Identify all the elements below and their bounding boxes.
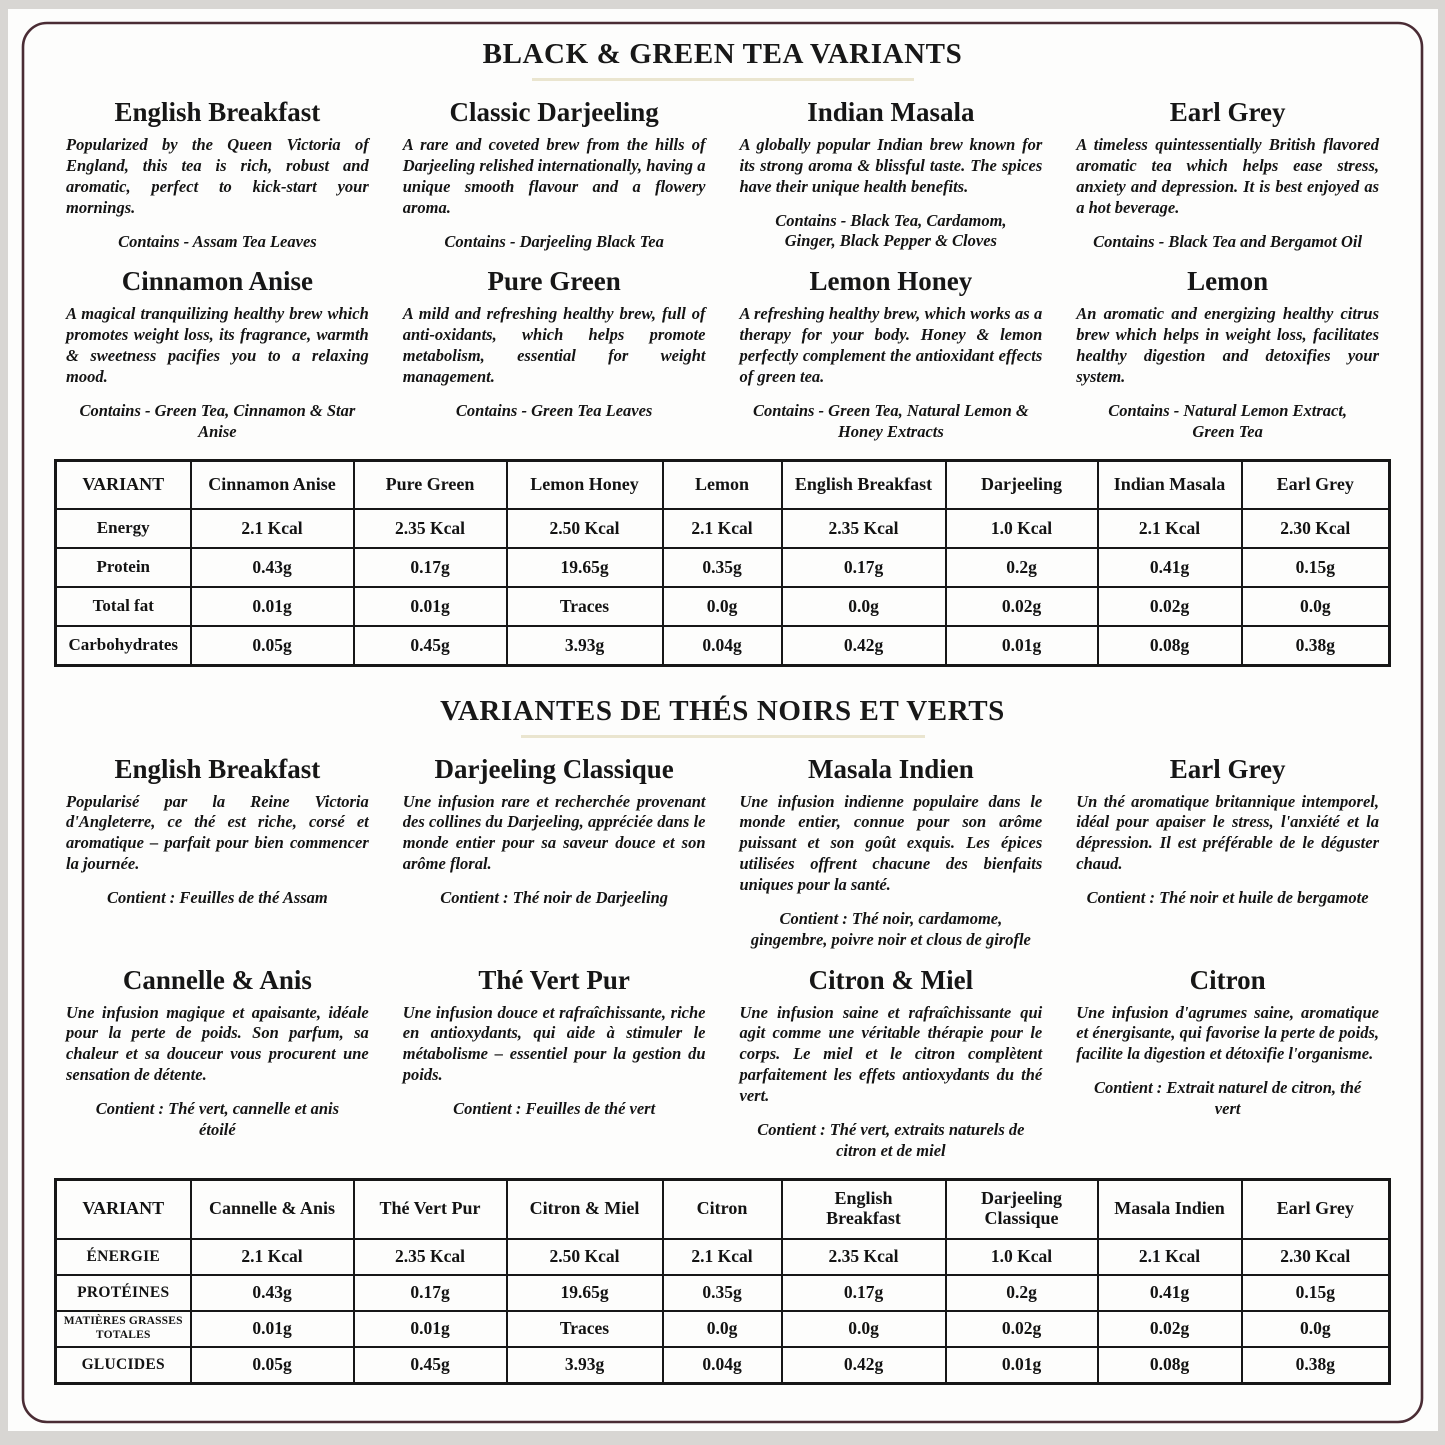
- table-row-total-fat: [56, 587, 1390, 626]
- table-value-cell: 0.0g: [782, 1311, 946, 1347]
- table-value-cell: 0.01g: [354, 587, 507, 626]
- table-value-cell: 19.65g: [507, 548, 663, 587]
- table-value-cell: 0.0g: [663, 1311, 782, 1347]
- table-value-cell: 0.01g: [946, 626, 1098, 666]
- title-underline: [521, 735, 925, 738]
- table-value-cell: 0.0g: [782, 587, 946, 626]
- tea-card-indian-masala: [740, 97, 1043, 252]
- tea-description: Popularized by the Queen Victoria of England, this tea is rich, robust and aromatic, perfect to kick-start your mornings.: [66, 135, 369, 217]
- tea-card-cannelle-anis: [66, 965, 369, 1162]
- table-value-cell: 0.42g: [782, 626, 946, 666]
- table-value-cell: Traces: [507, 1311, 663, 1347]
- table-value-cell: 0.43g: [191, 548, 354, 587]
- table-header-cell: Masala Indien: [1098, 1179, 1242, 1239]
- table-value-cell: 0.08g: [1098, 626, 1242, 666]
- table-value-cell: 2.1 Kcal: [663, 509, 782, 548]
- table-value-cell: 0.0g: [663, 587, 782, 626]
- table-header-cell: Citron: [663, 1179, 782, 1239]
- table-value-cell: 0.41g: [1098, 548, 1242, 587]
- table-header-cell: Cannelle & Anis: [191, 1179, 354, 1239]
- section-title-english: BLACK & GREEN TEA VARIANTS: [482, 38, 963, 70]
- tea-name: Indian Masala: [807, 97, 975, 127]
- table-value-cell: 0.0g: [1242, 587, 1390, 626]
- table-header-cell: English Breakfast: [782, 1179, 946, 1239]
- table-header-cell: Darjeeling Classique: [946, 1179, 1098, 1239]
- table-value-cell: 2.35 Kcal: [782, 509, 946, 548]
- table-value-cell: 0.05g: [191, 626, 354, 666]
- tea-name: Citron: [1189, 964, 1266, 995]
- tea-ingredients: Contient : Extrait naturel de citron, thé vert: [1094, 1078, 1362, 1118]
- table-header-cell: Earl Grey: [1242, 1179, 1390, 1239]
- table-header-cell: Lemon Honey: [507, 460, 663, 509]
- tea-description: An aromatic and energizing healthy citrus brew which helps in weight loss, facilitates healthy digestion and detoxifies your system.: [1076, 304, 1379, 387]
- tea-ingredients: Contient : Thé noir et huile de bergamote: [1086, 888, 1369, 908]
- table-row-label: Total fat: [56, 587, 191, 626]
- nutrition-table-english: [54, 459, 1391, 667]
- tea-card-pure-green: [403, 266, 706, 442]
- table-row-label: MATIÈRES GRASSES TOTALES: [56, 1311, 191, 1347]
- tea-card-lemon-honey: [740, 266, 1043, 442]
- tea-description: Une infusion d'agrumes saine, aromatique et énergisante, qui favorise la perte de poids, facilite la digestion et détoxifie l'organisme.: [1076, 1002, 1379, 1064]
- table-value-cell: 0.01g: [191, 587, 354, 626]
- table-value-cell: 2.1 Kcal: [1098, 1239, 1242, 1275]
- tea-ingredients: Contains - Assam Tea Leaves: [118, 231, 317, 251]
- table-header-cell: English Breakfast: [782, 460, 946, 509]
- table-value-cell: 0.41g: [1098, 1275, 1242, 1311]
- tea-ingredients: Contains - Black Tea, Cardamom, Ginger, Black Pepper & Cloves: [775, 210, 1007, 251]
- tea-card-citron: [1076, 965, 1379, 1162]
- tea-ingredients: Contains - Darjeeling Black Tea: [444, 231, 664, 251]
- title-underline: [532, 78, 914, 81]
- tea-name: Earl Grey: [1169, 753, 1286, 784]
- tea-description: Une infusion saine et rafraîchissante qui agit comme une véritable thérapie pour le corps. Le miel et le citron complètent parfaitement les effets antioxydants du thé vert.: [739, 1002, 1043, 1106]
- tea-description: A timeless quintessentially British flavored aromatic tea which helps ease stress, anxiety and depression. It is best enjoyed as a hot beverage.: [1076, 135, 1379, 217]
- nutrition-table-french: [54, 1178, 1391, 1385]
- table-row-proteines: [56, 1275, 1390, 1311]
- table-value-cell: 0.17g: [782, 1275, 946, 1311]
- tea-card-earl-grey-fr: [1076, 754, 1379, 951]
- tea-card-english-breakfast: [66, 97, 369, 252]
- table-value-cell: 2.1 Kcal: [191, 509, 354, 548]
- english-tea-cards: [66, 97, 1379, 443]
- table-value-cell: 2.30 Kcal: [1242, 509, 1390, 548]
- tea-name: Earl Grey: [1169, 97, 1286, 127]
- table-value-cell: 0.2g: [946, 1275, 1098, 1311]
- table-value-cell: 0.02g: [946, 587, 1098, 626]
- table-value-cell: 1.0 Kcal: [946, 1239, 1098, 1275]
- table-value-cell: 2.30 Kcal: [1242, 1239, 1390, 1275]
- table-value-cell: 0.15g: [1242, 1275, 1390, 1311]
- tea-ingredients: Contient : Thé noir de Darjeeling: [440, 888, 669, 908]
- tea-description: Une infusion indienne populaire dans le monde entier, connue pour son arôme puissant et son goût exquis. Les épices utilisées offrent chacune des bienfaits uniques pour la santé.: [739, 791, 1043, 895]
- table-value-cell: 0.15g: [1242, 548, 1390, 587]
- table-value-cell: 19.65g: [507, 1275, 663, 1311]
- tea-name: Cinnamon Anise: [121, 266, 314, 297]
- table-value-cell: 0.2g: [946, 548, 1098, 587]
- tea-ingredients: Contient : Thé vert, cannelle et anis étoilé: [95, 1099, 340, 1139]
- tea-name: English Breakfast: [114, 97, 321, 127]
- table-value-cell: 3.93g: [507, 626, 663, 666]
- tea-ingredients: Contains - Black Tea and Bergamot Oil: [1093, 231, 1363, 251]
- table-header-row: [56, 460, 1390, 509]
- table-header-cell: Indian Masala: [1098, 460, 1242, 509]
- table-value-cell: 1.0 Kcal: [946, 509, 1098, 548]
- tea-name: English Breakfast: [114, 753, 321, 784]
- table-value-cell: 0.02g: [946, 1311, 1098, 1347]
- table-value-cell: 2.35 Kcal: [354, 509, 507, 548]
- table-value-cell: 0.05g: [191, 1347, 354, 1384]
- table-value-cell: Traces: [507, 587, 663, 626]
- table-header-variant: VARIANT: [56, 1179, 191, 1239]
- tea-name: Lemon Honey: [809, 266, 973, 297]
- table-value-cell: 0.45g: [354, 1347, 507, 1384]
- table-row-label: Carbohydrates: [56, 626, 191, 666]
- table-row-label: Energy: [56, 509, 191, 548]
- table-row-label: Protein: [56, 548, 191, 587]
- table-value-cell: 0.38g: [1242, 626, 1390, 666]
- tea-ingredients: Contains - Green Tea, Natural Lemon & Honey Extracts: [752, 401, 1029, 441]
- tea-name: Pure Green: [487, 266, 621, 297]
- tea-ingredients: Contains - Green Tea Leaves: [455, 401, 653, 421]
- table-value-cell: 2.50 Kcal: [507, 1239, 663, 1275]
- tea-description: Une infusion rare et recherchée provenant des collines du Darjeeling, appréciée dans le monde entier pour sa saveur douce et son arôme floral.: [402, 791, 706, 874]
- tea-card-the-vert-pur: [403, 965, 706, 1162]
- tea-name: Cannelle & Anis: [122, 964, 312, 995]
- table-value-cell: 0.17g: [354, 1275, 507, 1311]
- tea-card-classic-darjeeling: [403, 97, 706, 252]
- table-row-matieres-grasses: [56, 1311, 1390, 1347]
- table-value-cell: 2.50 Kcal: [507, 509, 663, 548]
- table-row-protein: [56, 548, 1390, 587]
- tea-description: A globally popular Indian brew known for its strong aroma & blissful taste. The spices have their unique health benefits.: [739, 135, 1043, 196]
- tea-ingredients: Contient : Thé noir, cardamome, gingembre, poivre noir et clous de girofle: [750, 909, 1031, 949]
- tea-ingredients: Contient : Feuilles de thé vert: [453, 1099, 656, 1119]
- table-header-variant: VARIANT: [56, 460, 191, 509]
- table-value-cell: 2.35 Kcal: [782, 1239, 946, 1275]
- table-value-cell: 0.38g: [1242, 1347, 1390, 1384]
- table-value-cell: 0.35g: [663, 548, 782, 587]
- table-row-energie: [56, 1239, 1390, 1275]
- tea-name: Thé Vert Pur: [478, 964, 630, 995]
- table-row-label: GLUCIDES: [56, 1347, 191, 1384]
- table-value-cell: 0.08g: [1098, 1347, 1242, 1384]
- table-value-cell: 0.45g: [354, 626, 507, 666]
- tea-description: A refreshing healthy brew, which works as a therapy for your body. Honey & lemon perfectly complement the antioxidant effects of green tea.: [739, 304, 1043, 387]
- table-header-cell: Pure Green: [354, 460, 507, 509]
- tea-description: Une infusion douce et rafraîchissante, riche en antioxydants, qui aide à stimuler le métabolisme – essentiel pour la gestion du poids.: [402, 1002, 706, 1085]
- tea-name: Classic Darjeeling: [449, 97, 659, 127]
- table-value-cell: 0.01g: [946, 1347, 1098, 1384]
- table-value-cell: 0.02g: [1098, 1311, 1242, 1347]
- table-header-row: [56, 1179, 1390, 1239]
- table-value-cell: 2.1 Kcal: [1098, 509, 1242, 548]
- table-value-cell: 0.35g: [663, 1275, 782, 1311]
- section-title-french: VARIANTES DE THÉS NOIRS ET VERTS: [440, 694, 1005, 727]
- tea-card-earl-grey: [1076, 97, 1379, 252]
- table-value-cell: 0.01g: [354, 1311, 507, 1347]
- table-value-cell: 3.93g: [507, 1347, 663, 1384]
- tea-description: A rare and coveted brew from the hills of Darjeeling relished internationally, having a unique smooth flavour and a flowery aroma.: [402, 135, 706, 217]
- table-value-cell: 0.17g: [782, 548, 946, 587]
- table-value-cell: 2.1 Kcal: [191, 1239, 354, 1275]
- tea-ingredients: Contains - Green Tea, Cinnamon & Star Anise: [79, 401, 356, 441]
- tea-name: Lemon: [1187, 266, 1269, 297]
- tea-card-darjeeling-classique: [403, 754, 706, 951]
- table-value-cell: 0.02g: [1098, 587, 1242, 626]
- tea-card-lemon: [1076, 266, 1379, 442]
- table-value-cell: 2.35 Kcal: [354, 1239, 507, 1275]
- table-row-glucides: [56, 1347, 1390, 1384]
- table-row-label: PROTÉINES: [56, 1275, 191, 1311]
- tea-ingredients: Contains - Natural Lemon Extract, Green Tea: [1108, 401, 1348, 441]
- table-header-cell: Thé Vert Pur: [354, 1179, 507, 1239]
- table-row-label: ÉNERGIE: [56, 1239, 191, 1275]
- table-header-cell: Lemon: [663, 460, 782, 509]
- tea-description: A magical tranquilizing healthy brew which promotes weight loss, its fragrance, warmth & sweetness pacifies you to a relaxing mood.: [66, 304, 369, 387]
- tea-description: A mild and refreshing healthy brew, full of anti-oxidants, which helps promote metabolism, essential for weight management.: [402, 304, 706, 387]
- tea-card-citron-miel: [740, 965, 1043, 1162]
- tea-card-english-breakfast-fr: [66, 754, 369, 951]
- table-row-energy: [56, 509, 1390, 548]
- tea-description: Une infusion magique et apaisante, idéale pour la perte de poids. Son parfum, sa chaleur et sa douceur vous procurent une sensation de détente.: [66, 1002, 369, 1085]
- tea-name: Citron & Miel: [808, 964, 974, 995]
- tea-card-cinnamon-anise: [66, 266, 369, 442]
- table-value-cell: 0.01g: [191, 1311, 354, 1347]
- tea-ingredients: Contient : Thé vert, extraits naturels de citron et de miel: [757, 1120, 1025, 1160]
- tea-name: Darjeeling Classique: [434, 753, 674, 784]
- tea-card-masala-indien: [740, 754, 1043, 951]
- table-value-cell: 0.04g: [663, 1347, 782, 1384]
- table-value-cell: 0.0g: [1242, 1311, 1390, 1347]
- table-header-cell: Citron & Miel: [507, 1179, 663, 1239]
- tea-name: Masala Indien: [807, 753, 974, 784]
- tea-description: Un thé aromatique britannique intemporel, idéal pour apaiser le stress, l'anxiété et la dépression. Il est préférable de le déguster chaud.: [1076, 791, 1379, 874]
- table-value-cell: 0.17g: [354, 548, 507, 587]
- table-value-cell: 2.1 Kcal: [663, 1239, 782, 1275]
- table-value-cell: 0.43g: [191, 1275, 354, 1311]
- table-header-cell: Cinnamon Anise: [191, 460, 354, 509]
- table-header-cell: Earl Grey: [1242, 460, 1390, 509]
- tea-description: Popularisé par la Reine Victoria d'Angleterre, ce thé est riche, corsé et aromatique – parfait pour bien commencer la journée.: [66, 791, 369, 874]
- table-value-cell: 0.42g: [782, 1347, 946, 1384]
- table-header-cell: Darjeeling: [946, 460, 1098, 509]
- table-value-cell: 0.04g: [663, 626, 782, 666]
- tea-ingredients: Contient : Feuilles de thé Assam: [106, 888, 328, 908]
- table-row-carbohydrates: [56, 626, 1390, 666]
- french-tea-cards: [66, 754, 1379, 1162]
